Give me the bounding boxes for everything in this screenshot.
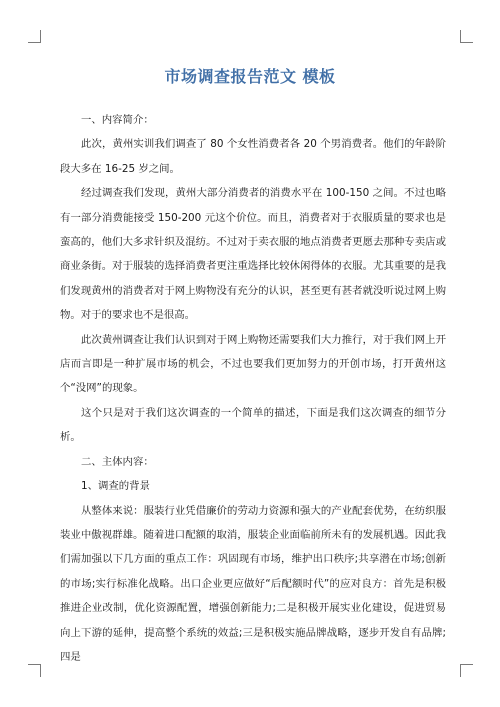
section-heading-intro: 一、内容简介：	[81, 114, 154, 126]
paragraph-online-shopping: 此次黄州调查让我们认识到对于网上购物还需要我们大力推行，对于我们网上开店而言即是一种扩展市场的机会，不过也要我们更加努力的开创市场，打开黄州这个“没网”的现象。	[60, 333, 446, 395]
crop-mark-top-right	[460, 30, 473, 43]
document-title: 市场调查报告范文 模板	[164, 67, 336, 86]
paragraph-survey-findings: 经过调查我们发现，黄州大部分消费者的消费水平在 100-150 之间。不过也略有一部分消费能接受 150-200 元这个价位。而且，消费者对于衣服质量的要求也是蛮高的，他们大多求针织及混纺。不过对于卖衣服的地点消费者更愿去那种专卖店或商业条街。对于服装的选择消费者更注重选择比较休闲得体的衣服。尤其重要的是我们发现黄州的消费者对于网上购物没有充分的认识，甚至更有甚者就没听说过网上购物。对于的要求也不是很高。	[60, 187, 446, 322]
crop-mark-bottom-right	[460, 664, 473, 677]
crop-mark-top-left	[28, 30, 41, 43]
section-heading-main: 二、主体内容：	[81, 455, 154, 468]
document-body	[60, 108, 446, 669]
paragraph-background: 从整体来说：服装行业凭借廉价的劳动力资源和强大的产业配套优势，在纺织服装业中傲视群雄。随着进口配额的取消，服装企业面临前所未有的发展机遇。因此我们需加强以下几方面的重点工作：巩固现有市场，维护出口秩序;共享潜在市场;创新的市场;实行标准化战略。出口企业更应做好“后配额时代”的应对良方：首先是积极推进企业改制，优化资源配置，增强创新能力;二是积极开展实业化建设，促进贸易向上下游的延伸，提高整个系统的效益;三是积极实施品牌战略，逐步开发自有品牌;四是	[60, 504, 446, 663]
paragraph-survey-scope: 此次，黄州实训我们调查了 80 个女性消费者各 20 个男消费者。他们的年龄阶段大多在 16-25 岁之间。	[60, 138, 446, 175]
paragraph-summary-note: 这个只是对于我们这次调查的一个简单的描述，下面是我们这次调查的细节分析。	[60, 406, 446, 444]
crop-mark-bottom-left	[28, 664, 41, 677]
subheading-background: 1、调查的背景	[81, 480, 150, 493]
